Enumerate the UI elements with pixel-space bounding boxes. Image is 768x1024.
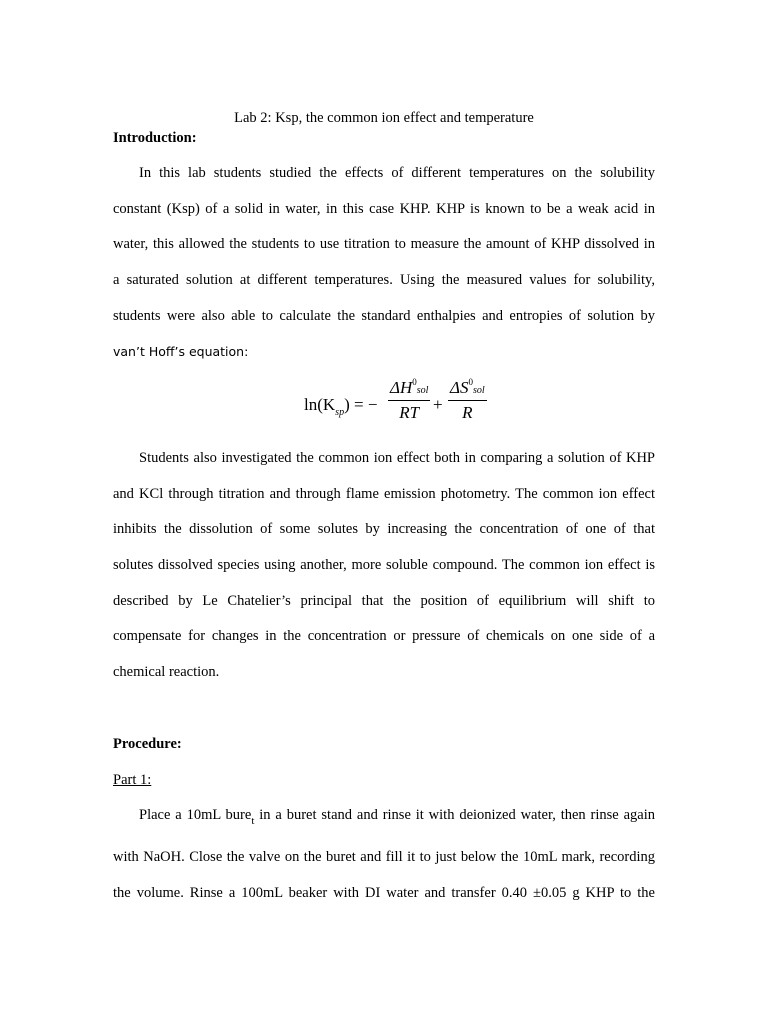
enthalpy-denominator: RT — [399, 403, 420, 422]
vant-hoff-equation — [300, 378, 500, 434]
enthalpy-subscript: sol — [416, 385, 429, 396]
intro-line-3: water, this allowed the students to use titration to measure the amount of KHP dissolved in — [113, 236, 655, 252]
equation-fraction-enthalpy — [388, 378, 430, 423]
part1-heading: Part 1: — [113, 772, 152, 788]
entropy-subscript: sol — [472, 385, 485, 396]
procedure-heading: Procedure: — [113, 736, 182, 752]
procedure-line-2: with NaOH. Close the valve on the buret and fill it to just below the 10mL mark, recording — [113, 849, 655, 865]
enthalpy-symbol: ΔH — [390, 378, 413, 397]
introduction-heading: Introduction: — [113, 130, 197, 146]
common-ion-line-6: compensate for changes in the concentration or pressure of chemicals on one side of a — [113, 628, 655, 644]
equation-plus: + — [433, 395, 443, 414]
equation-lhs-tail: ) = − — [344, 395, 378, 414]
procedure-line-3: the volume. Rinse a 100mL beaker with DI water and transfer 0.40 ±0.05 g KHP to the — [113, 885, 655, 901]
equation-lhs-ln-k: ln(K — [304, 395, 336, 414]
common-ion-line-5: described by Le Chatelier’s principal that the position of equilibrium will shift to — [113, 593, 655, 609]
intro-line-4: a saturated solution at different temperatures. Using the measured values for solubility, — [113, 272, 655, 288]
intro-line-5: students were also able to calculate the standard enthalpies and entropies of solution by — [113, 308, 655, 324]
entropy-denominator: R — [462, 403, 473, 422]
procedure-line-1-part-b: t — [251, 815, 255, 827]
equation-lhs — [304, 395, 378, 418]
common-ion-line-3: inhibits the dissolution of some solutes by increasing the concentration of one of that — [113, 521, 655, 537]
entropy-symbol: ΔS — [450, 378, 469, 397]
procedure-line-1-part-c: in a buret stand and rinse it with deionized water, then rinse again — [254, 807, 655, 823]
common-ion-line-7: chemical reaction. — [113, 664, 220, 680]
procedure-line-1 — [139, 807, 655, 827]
equation-fraction-entropy — [448, 378, 487, 423]
entropy-superscript: 0 — [468, 377, 473, 387]
common-ion-line-2: and KCl through titration and through flame emission photometry. The common ion effect — [113, 486, 655, 502]
common-ion-line-4: solutes dissolved species using another, more soluble compound. The common ion effect is — [113, 557, 655, 573]
intro-line-1: In this lab students studied the effects of different temperatures on the solubility — [139, 165, 655, 181]
document-title: Lab 2: Ksp, the common ion effect and temperature — [234, 110, 534, 126]
enthalpy-superscript: 0 — [412, 377, 417, 387]
intro-line-2: constant (Ksp) of a solid in water, in this case KHP. KHP is known to be a weak acid in — [113, 201, 655, 217]
procedure-line-1-part-a: Place a 10mL bure — [139, 807, 252, 823]
common-ion-line-1: Students also investigated the common ion effect both in comparing a solution of KHP — [139, 450, 655, 466]
intro-line-6: van’t Hoff’s equation: — [113, 344, 249, 359]
equation-lhs-sub: sp — [335, 407, 345, 418]
